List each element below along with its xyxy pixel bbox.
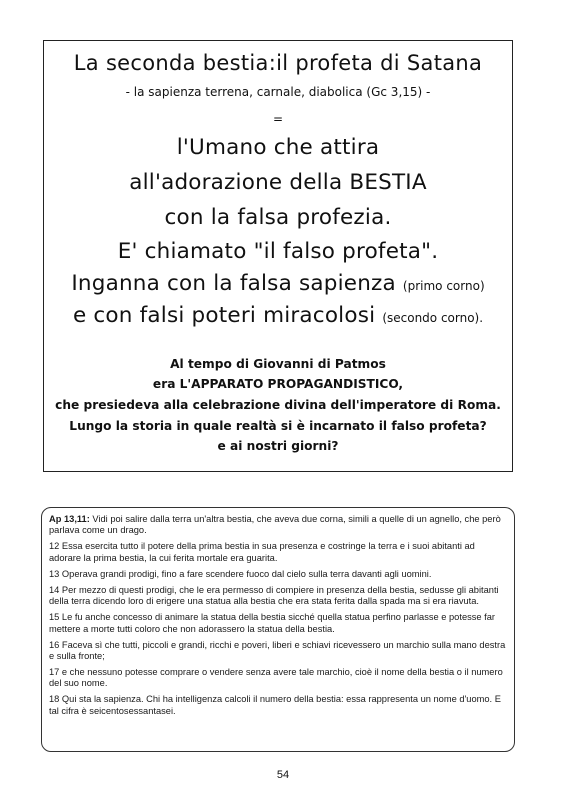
verse: 13 Operava grandi prodigi, fino a fare scendere fuoco dal cielo sulla terra davanti agli uomini. <box>49 568 432 579</box>
verse: 16 Faceva sì che tutti, piccoli e grandi, ricchi e poveri, liberi e schiavi ricevessero un marchio sulla mano destra e sulla fronte; <box>49 639 506 662</box>
verse: 17 e che nessuno potesse comprare o vendere senza avere tale marchio, cioè il nome della bestia o il numero del suo nome. <box>49 667 503 689</box>
subtitle: - la sapienza terrena, carnale, diabolica (Gc 3,15) - <box>125 85 431 99</box>
statement-line: all'adorazione della BESTIA <box>129 170 427 195</box>
question-line: che presiedeva alla celebrazione divina dell'imperatore di Roma. <box>55 398 501 412</box>
verse: Ap 13,11: Vidi poi salire dalla terra un'altra bestia, che aveva due corna, simili a quelle di un agnello, che però parlava come un drago. <box>49 514 501 536</box>
equals-sign: = <box>272 112 284 126</box>
verse: 12 Essa esercita tutto il potere della prima bestia in sua presenza e costringe la terra e i suoi abitanti ad adorare la prima bestia, la cui ferita mortale era guarita. <box>49 541 475 563</box>
verse: 14 Per mezzo di questi prodigi, che le era permesso di compiere in presenza della bestia, sedusse gli abitanti della terra dicendo loro di erigere una statua alla bestia che era stata ferita dalla spada ma si era riavuta. <box>49 584 499 607</box>
page-title: La seconda bestia:il profeta di Satana <box>73 51 483 75</box>
statement-line: E' chiamato "il falso profeta". <box>117 239 439 264</box>
statement-note: (secondo corno). <box>382 311 484 325</box>
verse: 15 Le fu anche concesso di animare la statua della bestia sicché quella statua perfino parlasse e potesse far mettere a morte tutti coloro che non adorassero la statua della bestia. <box>49 612 496 634</box>
scripture-box <box>41 507 515 752</box>
statement-line: con la falsa profezia. <box>164 205 392 230</box>
page-number: 54 <box>276 769 290 781</box>
question-line: e ai nostri giorni? <box>217 439 339 453</box>
question-line: era L'APPARATO PROPAGANDISTICO, <box>152 377 404 391</box>
question-line: Lungo la storia in quale realtà si è incarnato il falso profeta? <box>69 419 487 433</box>
statement-line: l'Umano che attira <box>176 135 380 160</box>
statement-line: Inganna con la falsa sapienza (primo corno) <box>71 271 485 296</box>
verse: 18 Qui sta la sapienza. Chi ha intelligenza calcoli il numero della bestia: essa rappresenta un nome d'uomo. E tal cifra è seicentosessantasei. <box>49 694 501 716</box>
statement-note: (primo corno) <box>402 279 485 293</box>
statement-line: e con falsi poteri miracolosi (secondo corno). <box>72 303 484 328</box>
title-box <box>43 40 513 472</box>
question-line: Al tempo di Giovanni di Patmos <box>170 357 386 371</box>
verse-reference: Ap 13,11: <box>49 514 90 524</box>
